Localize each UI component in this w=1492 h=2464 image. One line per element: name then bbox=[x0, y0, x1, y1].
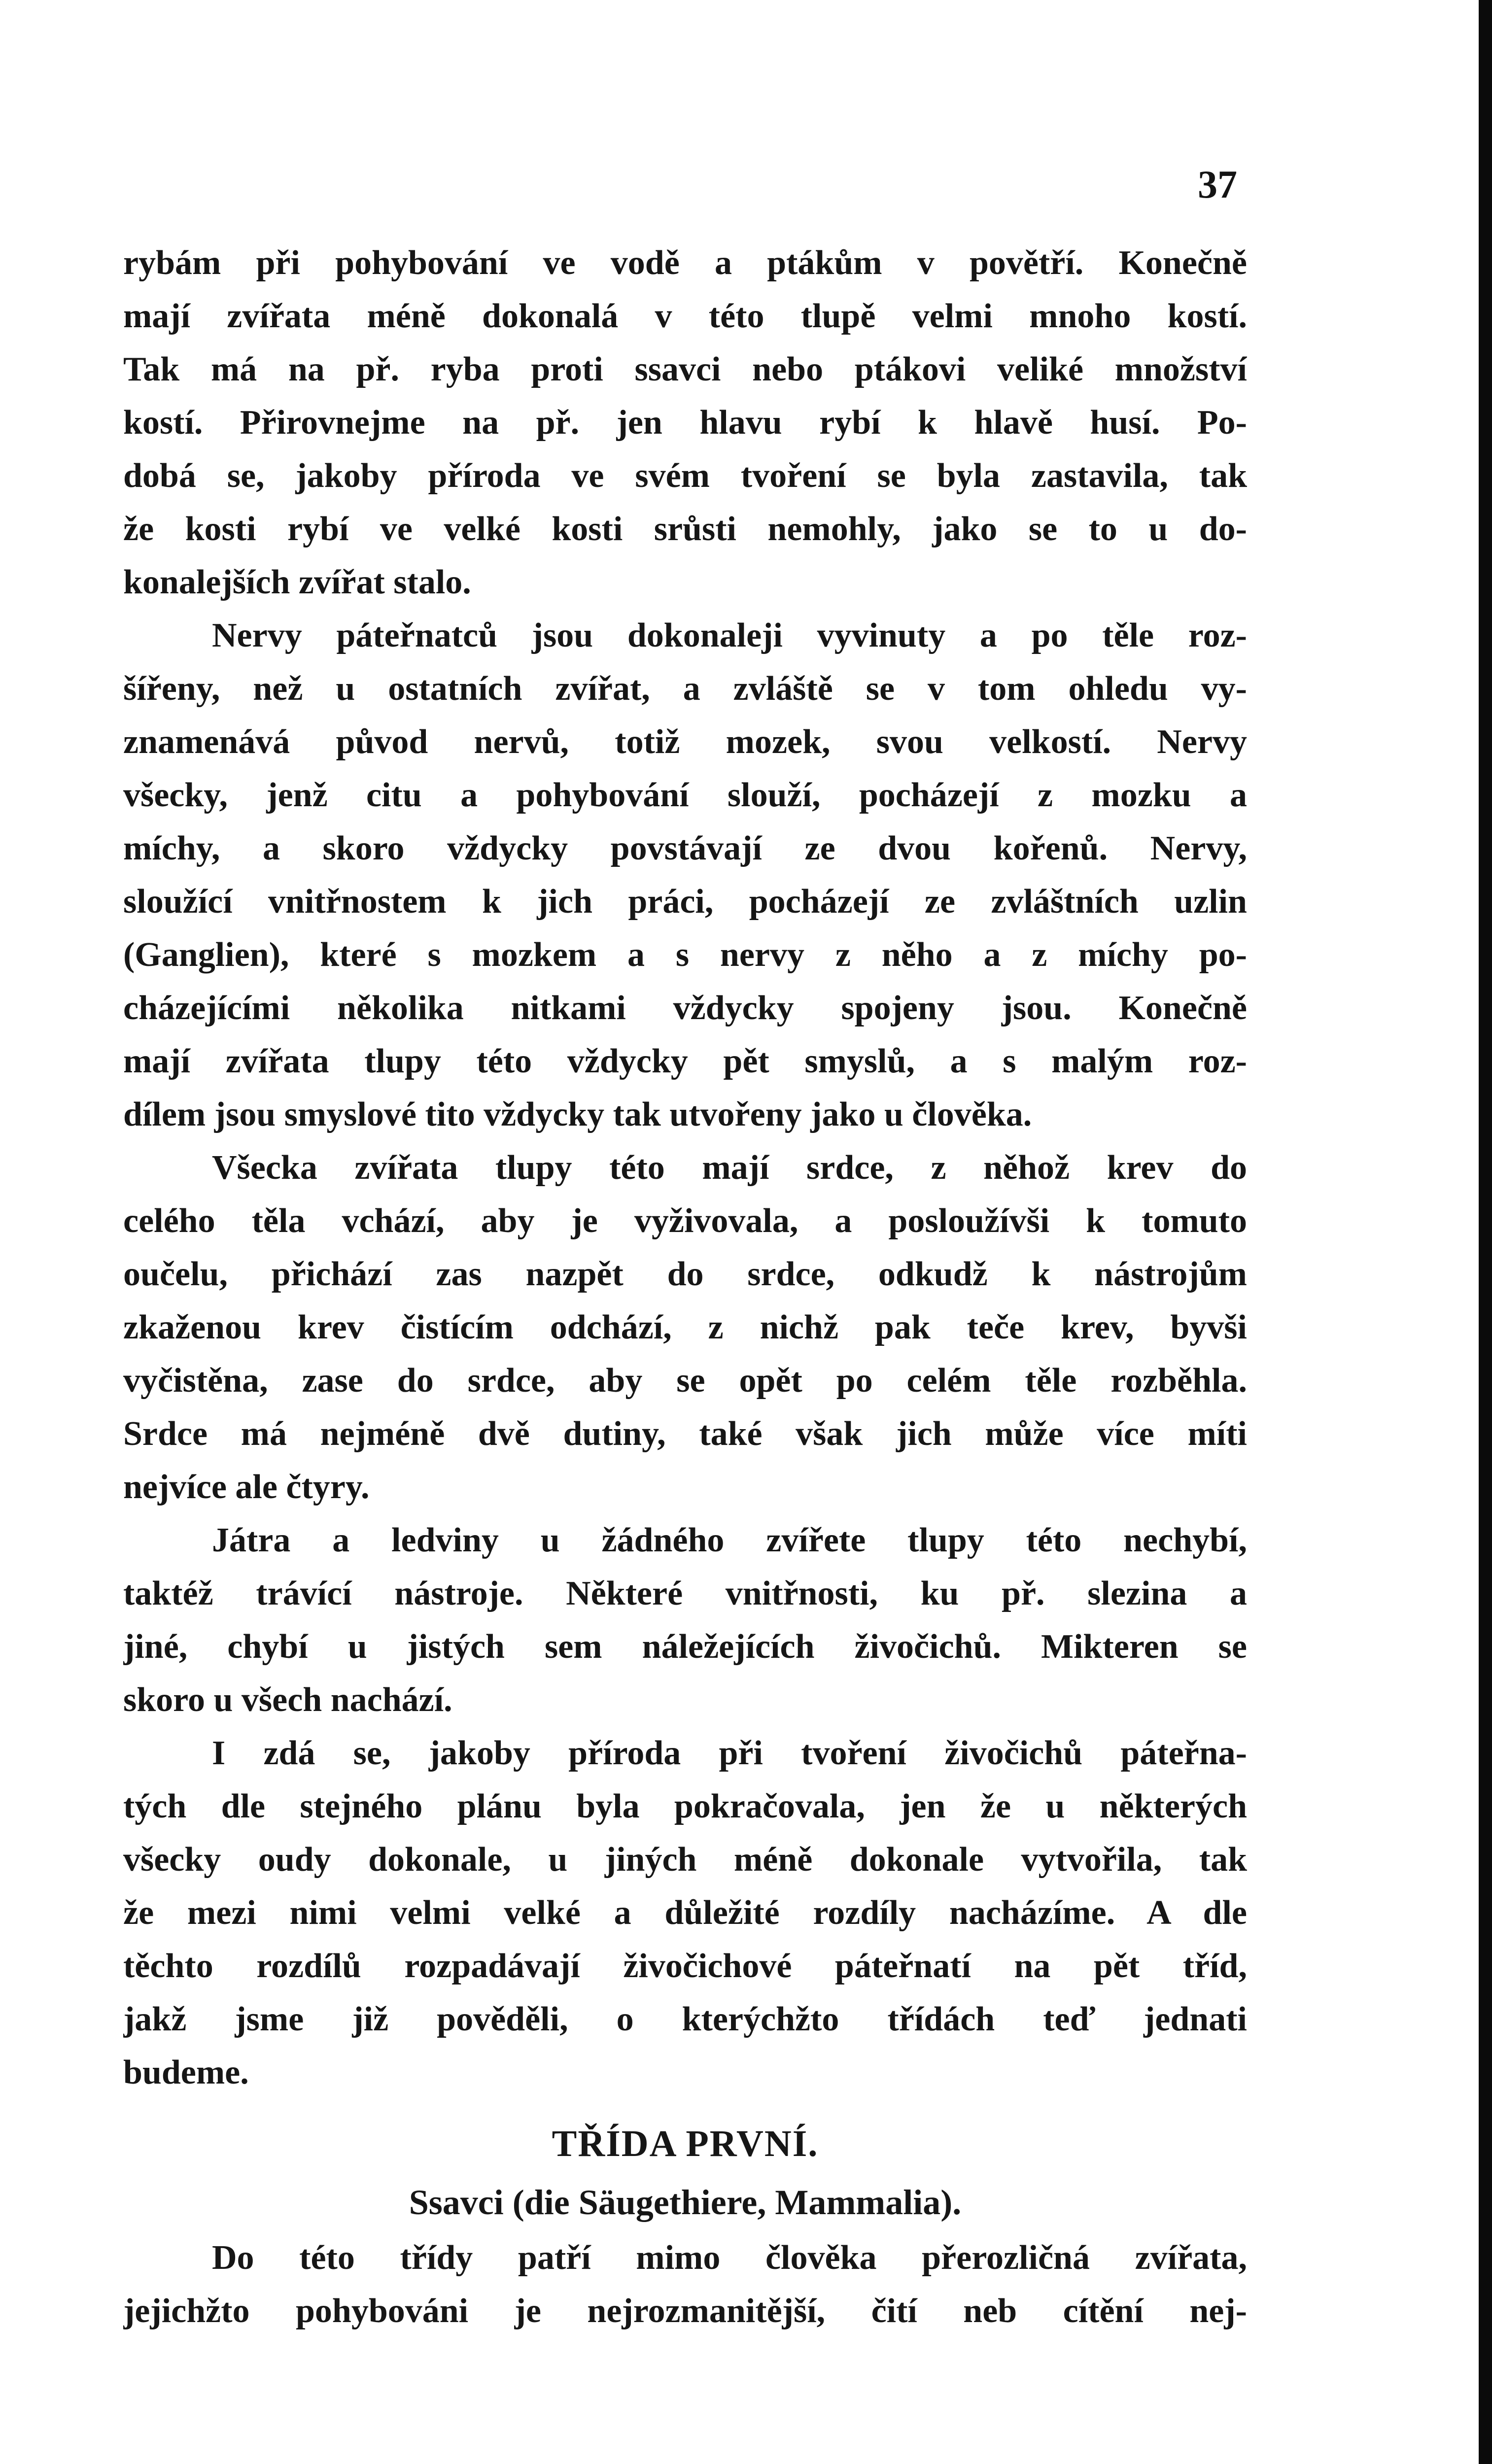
text-line: Všecka zvířata tlupy této mají srdce, z něhož krev do bbox=[212, 1149, 1247, 1187]
text-line: konalejších zvířat stalo. bbox=[123, 563, 471, 601]
text-line: Nervy páteřnatců jsou dokonaleji vyvinuty a po těle roz- bbox=[212, 616, 1247, 654]
text-line: tých dle stejného plánu byla pokračovala, jen že u některých bbox=[123, 1787, 1247, 1825]
text-line: jejichžto pohybováni je nejrozmanitější, čití neb cítění nej- bbox=[123, 2292, 1247, 2330]
text-line: mají zvířata méně dokonalá v této tlupě velmi mnoho kostí. bbox=[123, 297, 1247, 335]
text-line: dílem jsou smyslové tito vždycky tak utvořeny jako u člověka. bbox=[123, 1095, 1032, 1133]
section-subheading: Ssavci (die Säugethiere, Mammalia). bbox=[409, 2183, 962, 2222]
section-heading: TŘÍDA PRVNÍ. bbox=[552, 2123, 819, 2164]
text-line: znamenává původ nervů, totiž mozek, svou velkostí. Nervy bbox=[123, 723, 1247, 761]
text-line: všecky, jenž citu a pohybování slouží, pocházejí z mozku a bbox=[123, 776, 1247, 814]
text-line: dobá se, jakoby příroda ve svém tvoření se byla zastavila, tak bbox=[123, 457, 1247, 495]
text-line: budeme. bbox=[123, 2053, 249, 2091]
text-line: nejvíce ale čtyry. bbox=[123, 1468, 370, 1506]
text-line: mají zvířata tlupy této vždycky pět smyslů, a s malým roz- bbox=[123, 1042, 1247, 1080]
text-line: všecky oudy dokonale, u jiných méně dokonale vytvořila, tak bbox=[123, 1841, 1247, 1879]
text-line: Do této třídy patří mimo člověka přerozličná zvířata, bbox=[212, 2239, 1247, 2277]
text-line: cházejícími několika nitkami vždycky spojeny jsou. Konečně bbox=[123, 989, 1247, 1027]
text-line: (Ganglien), které s mozkem a s nervy z něho a z míchy po- bbox=[123, 936, 1247, 974]
text-line: sloužící vnitřnostem k jich práci, pocházejí ze zvláštních uzlin bbox=[123, 883, 1247, 921]
text-line: že mezi nimi velmi velké a důležité rozdíly nacházíme. A dle bbox=[123, 1894, 1247, 1932]
text-line: rybám při pohybování ve vodě a ptákům v povětří. Konečně bbox=[123, 244, 1247, 282]
text-line: Játra a ledviny u žádného zvířete tlupy této nechybí, bbox=[212, 1521, 1247, 1559]
text-line: I zdá se, jakoby příroda při tvoření živočichů páteřna- bbox=[212, 1734, 1247, 1772]
text-line: že kosti rybí ve velké kosti srůsti nemohly, jako se to u do- bbox=[123, 510, 1247, 548]
text-line: taktéž trávící nástroje. Některé vnitřnosti, ku př. slezina a bbox=[123, 1574, 1247, 1612]
text-line: těchto rozdílů rozpadávají živočichové páteřnatí na pět tříd, bbox=[123, 1947, 1247, 1985]
text-line: vyčistěna, zase do srdce, aby se opět po celém těle rozběhla. bbox=[123, 1362, 1247, 1400]
text-line: zkaženou krev čistícím odchází, z nichž pak teče krev, byvši bbox=[123, 1308, 1247, 1346]
text-line: kostí. Přirovnejme na př. jen hlavu rybí k hlavě husí. Po- bbox=[123, 404, 1247, 442]
text-line: celého těla vchází, aby je vyživovala, a posloužívši k tomuto bbox=[123, 1202, 1247, 1240]
page-text bbox=[123, 237, 1247, 2338]
text-line: jakž jsme již pověděli, o kterýchžto třídách teď jednati bbox=[123, 2000, 1247, 2038]
text-line: Srdce má nejméně dvě dutiny, také však jich může více míti bbox=[123, 1415, 1247, 1453]
scan-edge-right bbox=[1479, 0, 1492, 2464]
text-line: jiné, chybí u jistých sem náležejících živočichů. Mikteren se bbox=[123, 1628, 1247, 1666]
text-line: Tak má na př. ryba proti ssavci nebo ptákovi veliké množství bbox=[123, 350, 1247, 388]
page-number: 37 bbox=[1198, 163, 1237, 206]
text-line: šířeny, než u ostatních zvířat, a zvláště se v tom ohledu vy- bbox=[123, 670, 1247, 708]
text-line: skoro u všech nachází. bbox=[123, 1681, 452, 1719]
text-line: oučelu, přichází zas nazpět do srdce, odkudž k nástrojům bbox=[123, 1255, 1247, 1293]
text-line: míchy, a skoro vždycky povstávají ze dvou kořenů. Nervy, bbox=[123, 829, 1247, 867]
